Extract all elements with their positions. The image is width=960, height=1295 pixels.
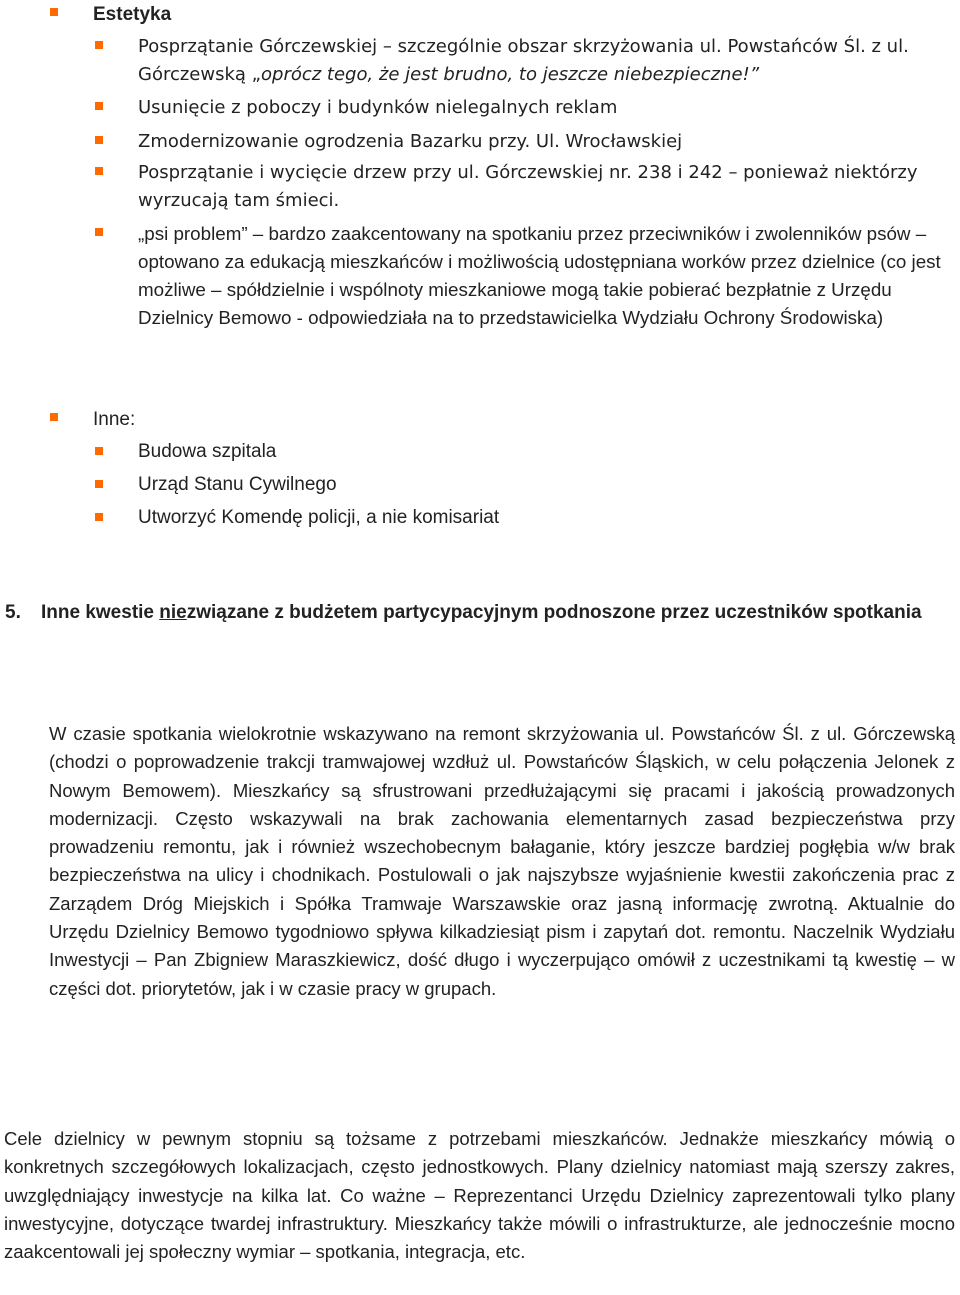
underlined-text: nie bbox=[159, 602, 187, 623]
quote-text: oprócz tego, że jest brudno, to jeszcze niebezpieczne!” bbox=[261, 64, 760, 85]
section-number: 5. bbox=[5, 602, 21, 623]
bullet-icon bbox=[95, 41, 103, 49]
bullet-icon bbox=[95, 480, 103, 488]
list-item: Urząd Stanu Cywilnego bbox=[138, 474, 337, 495]
section-title-text: związane z budżetem partycypacyjnym podnoszone przez uczestników spotkania bbox=[186, 602, 922, 623]
section-heading-other: Inne: bbox=[93, 409, 136, 430]
bullet-icon bbox=[95, 102, 103, 110]
section-heading-aesthetics: Estetyka bbox=[93, 4, 172, 25]
section-title-text: Inne kwestie bbox=[41, 602, 160, 623]
list-item: Posprzątanie Górczewskiej – szczególnie obszar skrzyżowania ul. Powstańców Śl. z ul. bbox=[138, 36, 909, 57]
list-item: Usunięcie z poboczy i budynków nielegalnych reklam bbox=[138, 97, 618, 118]
section-title bbox=[41, 599, 955, 627]
list-item: Budowa szpitala bbox=[138, 441, 277, 462]
body-paragraph: W czasie spotkania wielokrotnie wskazywano na remont skrzyżowania ul. Powstańców Śl. z ul. Górczewską (chodzi o poprowadzenie trakcji tramwajowej wzdłuż ul. Powstańców Śląskich, w celu połączenia Jelonek z Nowym Bemowem). Mieszkańcy są sfrustrowani przedłużającymi się pracami i jakością prowadzonych modernizacji. Często wskazywali na brak zachowania elementarnych zasad bezpieczeństwa przy prowadzeniu remontu, jak i również wszechobecnym bałaganie, który jeszcze bardziej pogłębia w/w brak bezpieczeństwa na ulicy i chodnikach. Postulowali o jak najszybsze wyjaśnienie kwestii zakończenia prac z Zarządem Dróg Miejskich i Spółka Tramwaje Warszawskie oraz jasną informację zwrotną. Aktualnie do Urzędu Dzielnicy Bemowo tygodniowo spływa kilkadziesiąt pism i zapytań dot. remontu. Naczelnik Wydziału Inwestycji – Pan Zbigniew Maraszkiewicz, dość długo i wyczerpująco omówił z uczestnikami tą kwestię – w części dot. priorytetów, jak i w czasie pracy w grupach. bbox=[49, 723, 955, 999]
bullet-icon bbox=[50, 8, 58, 16]
list-item: „psi problem” – bardzo zaakcentowany na spotkaniu przez przeciwników i zwolenników psów – optowano za edukacją mieszkańców i możliwością udostępniana worków przez dzielnice (co jest możliwe – spółdzielnie i wspólnoty mieszkaniowe mogą takie pobierać bezpłatnie z Urzędu Dzielnicy Bemowo - odpowiedziała na to przedstawicielka Wydziału Ochrony Środowiska) bbox=[138, 223, 941, 328]
bullet-icon bbox=[95, 447, 103, 455]
list-item-text: Górczewską „ bbox=[138, 64, 261, 85]
list-item-continuation bbox=[138, 61, 759, 89]
bullet-icon bbox=[95, 513, 103, 521]
list-item: Zmodernizowanie ogrodzenia Bazarku przy. Ul. Wrocławskiej bbox=[138, 131, 683, 152]
bullet-icon bbox=[50, 413, 58, 421]
list-item: Posprzątanie i wycięcie drzew przy ul. Górczewskiej nr. 238 i 242 – ponieważ niektórzy bbox=[138, 162, 918, 183]
body-paragraph: Cele dzielnicy w pewnym stopniu są tożsame z potrzebami mieszkańców. Jednakże mieszkańcy mówią o konkretnych szczegółowych lokalizacjach, często jednostkowych. Plany dzielnicy natomiast mają szerszy zakres, uwzględniający inwestycje na kilka lat. Co ważne – Reprezentanci Urzędu Dzielnicy zaprezentowali tylko plany inwestycyjne, dotyczące twardej infrastruktury. Mieszkańcy także mówili o infrastrukturze, ale jednocześnie mocno zaakcentowali jej społeczny wymiar – spotkania, integracja, etc. bbox=[4, 1128, 955, 1263]
list-item: Utworzyć Komendę policji, a nie komisariat bbox=[138, 507, 500, 528]
bullet-icon bbox=[95, 167, 103, 175]
list-item-continuation: wyrzucają tam śmieci. bbox=[138, 190, 340, 211]
bullet-icon bbox=[95, 136, 103, 144]
bullet-icon bbox=[95, 228, 103, 236]
